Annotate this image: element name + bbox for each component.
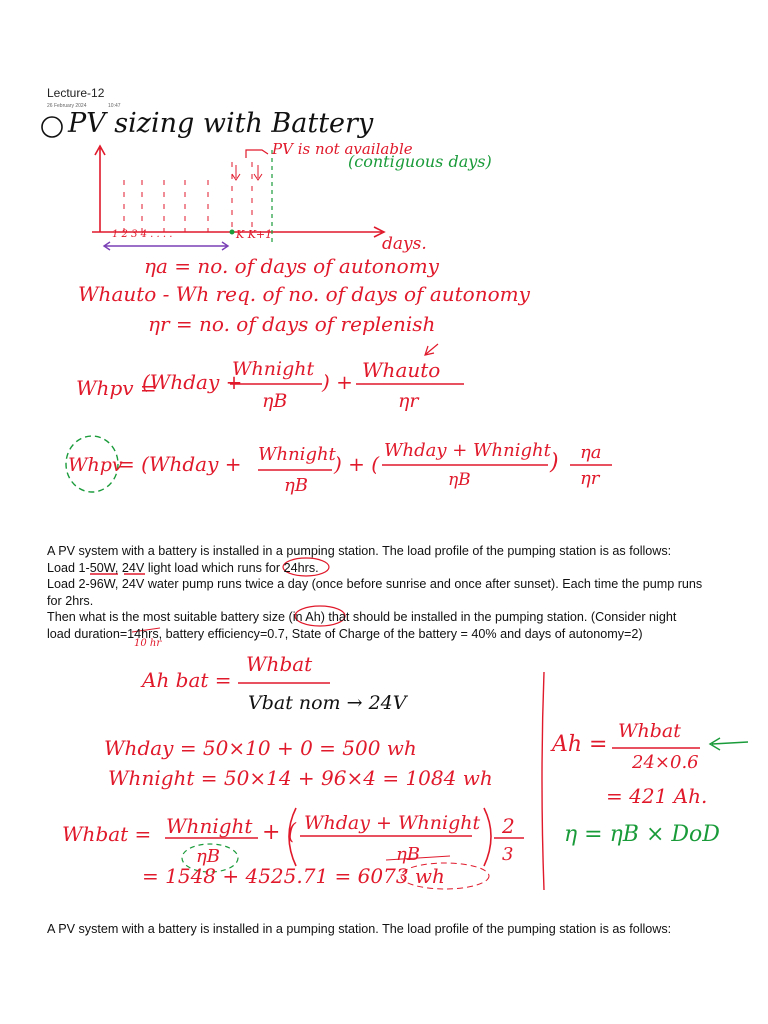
problem-1 — [47, 543, 737, 642]
k-labels: K K+1 — [236, 228, 273, 241]
f2-ratio-numerator: ηa — [580, 442, 602, 463]
nr-definition: ηr = no. of days of replenish — [148, 312, 436, 336]
f1-numerator: Whnight — [232, 358, 315, 380]
f2-close: ) — [550, 450, 559, 475]
whbat-ratio-denominator: 3 — [502, 844, 514, 865]
side-ah-numerator: Whbat — [618, 720, 681, 742]
f2-ratio-denominator: ηr — [580, 468, 600, 489]
whbat-ratio-numerator: 2 — [502, 814, 515, 838]
day-ticks-lines — [124, 162, 252, 232]
problem-1-line-6: load duration=14hrs, battery efficiency=0.7, State of Charge of the battery = 40% and days of autonomy=2) — [47, 626, 643, 641]
page-title: Lecture-12 — [47, 86, 105, 100]
problem-1-line-2: Load 1-50W, 24V light load which runs for 24hrs. — [47, 560, 319, 575]
f1-lhs: Whpv = — [76, 376, 157, 400]
small-arrows — [232, 165, 262, 180]
page-time: 10:47 — [108, 103, 121, 109]
problem-1-line-4: for 2hrs. — [47, 593, 94, 608]
f1-plus: ) + — [322, 370, 353, 394]
problem-1-line-1: A PV system with a battery is installed in a pumping station. The load profile of the pumping station is as follows: — [47, 544, 672, 558]
green-dot — [230, 230, 235, 235]
contiguous-days-note: (contiguous days) — [348, 152, 492, 171]
ah-bat-denominator: Vbat nom → 24V — [248, 692, 407, 714]
problem-1-line-5: Then what is the most suitable battery size (in Ah) that should be installed in the pumping station. (Consider night — [47, 610, 677, 624]
f1-auto-numerator: Whauto — [362, 358, 441, 382]
days-axis-label: days. — [382, 234, 427, 254]
whbat-lhs: Whbat = — [62, 822, 152, 846]
y-axis — [95, 146, 105, 232]
f2-denominator: ηB — [284, 475, 309, 496]
side-ah-lhs: Ah = — [552, 732, 608, 757]
f2-eq: = (Whday + — [118, 452, 242, 476]
green-arrow — [710, 738, 748, 750]
day-tick-labels: 1 2 3 4 . . . . — [112, 229, 173, 240]
eta-dod-note: η = ηB × DoD — [564, 822, 720, 847]
pv-bracket — [246, 150, 268, 158]
f2-lhs: Whpv — [68, 454, 123, 476]
note-10hr: 10 hr — [134, 638, 162, 649]
whbat-mid: + ( — [262, 820, 297, 845]
side-ah-result: = 421 Ah. — [606, 784, 708, 808]
f1-bracket: (Whday + — [142, 370, 243, 394]
f2-frac2-denominator: ηB — [448, 470, 471, 490]
page-date: 26 February 2024 — [47, 103, 87, 109]
whauto-definition: Whauto - Wh req. of no. of days of autonomy — [78, 282, 530, 306]
whbat-result: = 1548 + 4525.71 = 6073 wh — [142, 864, 445, 888]
problem-2-line-1: A PV system with a battery is installed in a pumping station. The load profile of the pumping station is as follows: — [47, 922, 672, 936]
whnight-line: Whnight = 50×14 + 96×4 = 1084 wh — [108, 766, 493, 790]
pointer-arrow — [425, 344, 438, 355]
ah-bat-numerator: Whbat — [246, 652, 313, 676]
na-definition: ηa = no. of days of autonomy — [144, 254, 439, 278]
whbat-numerator: Whnight — [166, 814, 253, 838]
problem-2 — [47, 921, 737, 938]
whbat-frac2-denominator: ηB — [396, 844, 421, 865]
f1-auto-denominator: ηr — [398, 390, 419, 412]
f1-denominator: ηB — [262, 390, 288, 412]
bullet-circle — [42, 117, 62, 137]
problem-1-line-3: Load 2-96W, 24V water pump runs twice a day (once before sunrise and once after sunset). Each time the pump runs — [47, 577, 703, 591]
ah-bat-lhs: Ah bat = — [142, 668, 232, 692]
whbat-bracket-right — [484, 808, 491, 866]
f2-mid: ) + ( — [334, 452, 380, 476]
sketch-heading: PV sizing with Battery — [68, 108, 374, 139]
solution-divider — [542, 672, 544, 890]
whday-line: Whday = 50×10 + 0 = 500 wh — [104, 736, 417, 760]
pv-not-available-note: PV is not available — [272, 140, 413, 158]
f2-numerator: Whnight — [258, 444, 336, 465]
autonomy-span-arrow — [104, 242, 228, 250]
side-ah-denominator: 24×0.6 — [632, 752, 699, 773]
f2-frac2-numerator: Whday + Whnight — [384, 440, 551, 461]
whbat-frac2-numerator: Whday + Whnight — [304, 812, 481, 834]
whbat-denominator: ηB — [196, 846, 221, 867]
